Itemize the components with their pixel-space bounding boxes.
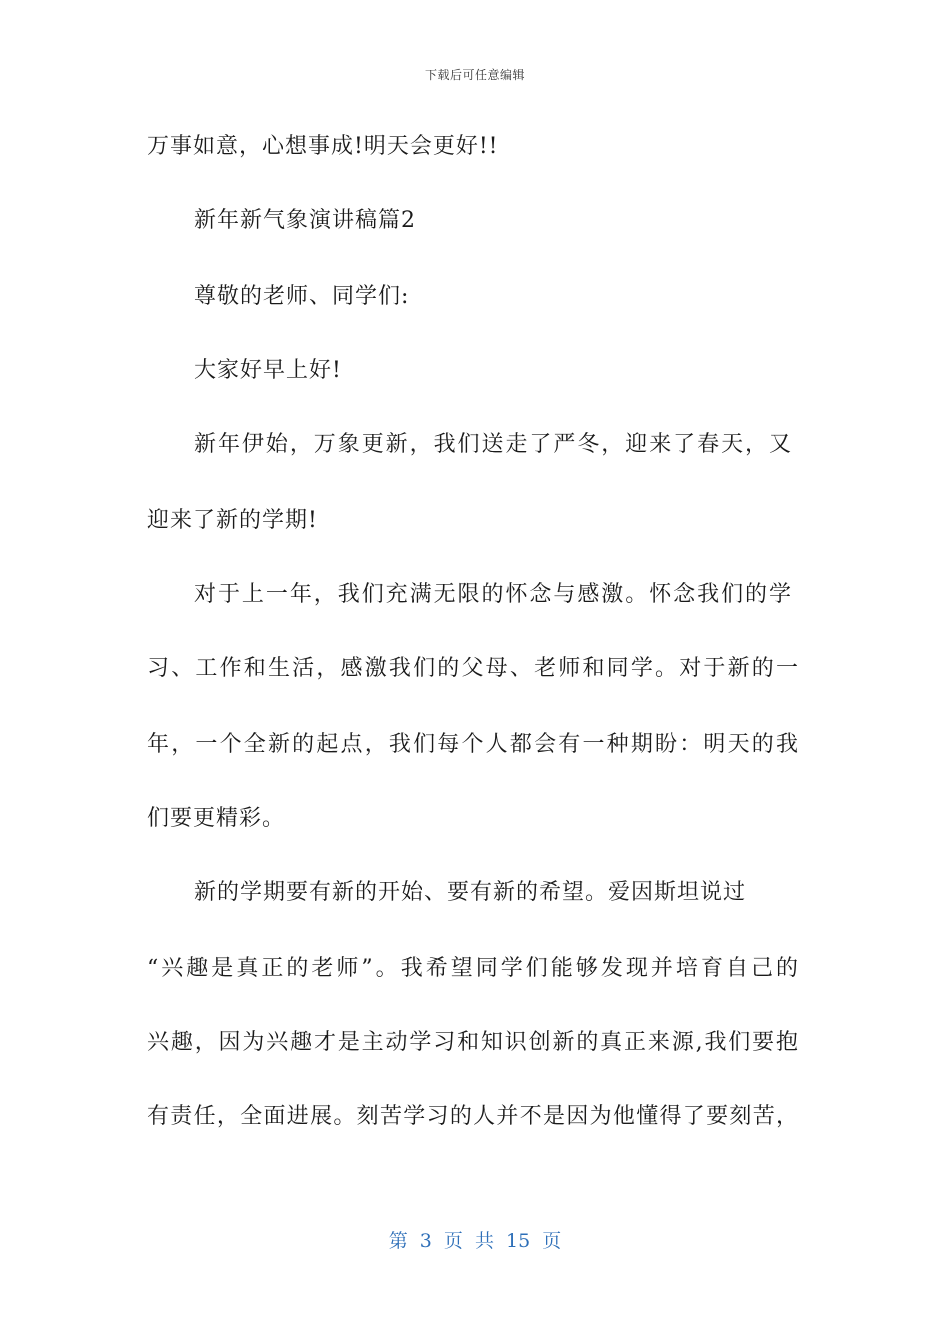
paragraph-2-line-2: 习、工作和生活，感激我们的父母、老师和同学。对于新的一 — [147, 656, 799, 681]
section-heading: 新年新气象演讲稿篇2 — [194, 208, 416, 233]
paragraph-3-line-4: 有责任，全面进展。刻苦学习的人并不是因为他懂得了要刻苦， — [147, 1104, 799, 1129]
greeting: 大家好早上好! — [194, 358, 342, 383]
paragraph-2-line-3: 年，一个全新的起点，我们每个人都会有一种期盼：明天的我 — [147, 732, 799, 757]
paragraph-1-line-1: 新年伊始，万象更新，我们送走了严冬，迎来了春天，又 — [194, 432, 792, 457]
paragraph-2-line-1: 对于上一年，我们充满无限的怀念与感激。怀念我们的学 — [194, 582, 792, 607]
paragraph-1-line-2: 迎来了新的学期! — [147, 508, 318, 533]
page-number: 第 3 页 共 15 页 — [388, 1230, 562, 1252]
header-note: 下载后可任意编辑 — [424, 68, 525, 82]
paragraph-3-line-2: “兴趣是真正的老师”。我希望同学们能够发现并培育自己的 — [147, 956, 799, 981]
paragraph-2-line-4: 们要更精彩。 — [147, 806, 286, 831]
salutation: 尊敬的老师、同学们: — [194, 284, 410, 309]
paragraph-3-line-3: 兴趣，因为兴趣才是主动学习和知识创新的真正来源,我们要抱 — [147, 1030, 799, 1055]
paragraph-3-line-1: 新的学期要有新的开始、要有新的希望。爱因斯坦说过 — [194, 880, 747, 905]
text-line-1: 万事如意，心想事成!明天会更好!! — [147, 134, 499, 159]
